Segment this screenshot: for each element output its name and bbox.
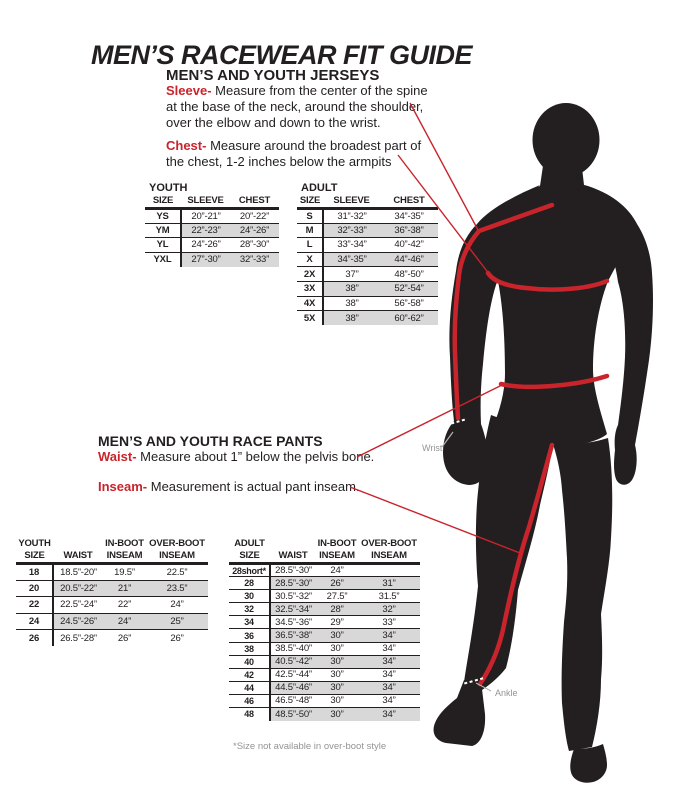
value-cell: 30.5”-32” [275, 590, 312, 602]
ankle-label: Ankle [495, 688, 518, 698]
value-cell: 30” [330, 695, 344, 707]
size-cell: 26 [16, 630, 53, 647]
value-cell: 27”-30” [181, 252, 230, 267]
value-cell: 33” [382, 616, 396, 628]
value-cell: 24” [170, 599, 184, 611]
size-cell: 42 [229, 668, 270, 681]
size-cell: 24 [16, 613, 53, 630]
value-cell: 56”-58” [394, 297, 424, 309]
value-cell: 27.5” [326, 590, 348, 602]
header-row [16, 550, 208, 564]
sleeve-text: Measure from the center of the spine at the base of the neck, around the shoulder, over the elbow and down to the wrist. [166, 83, 428, 130]
waist-text: Measure about 1” below the pelvis bone. [136, 449, 375, 464]
value-cell: 38” [323, 281, 380, 296]
value-cell: 38” [323, 311, 380, 326]
value-cell: 31.5” [378, 590, 400, 602]
header-cell: SLEEVE [333, 195, 370, 206]
size-cell: YXL [145, 252, 181, 267]
size-cell: 20 [16, 580, 53, 597]
value-cell: 18.5”-20” [60, 566, 97, 578]
header-cell: WAIST [63, 550, 93, 561]
header-cell [270, 538, 316, 550]
value-cell: 31” [358, 577, 420, 590]
value-cell: 30” [316, 708, 358, 721]
right-leg-shape [553, 438, 612, 751]
value-cell: 30” [330, 669, 344, 681]
sleeve-term: Sleeve- [166, 83, 212, 98]
value-cell: 42.5”-44” [275, 669, 312, 681]
value-cell: 34”-35” [323, 252, 380, 267]
size-cell: YL [145, 238, 181, 253]
value-cell: 24” [103, 613, 146, 630]
value-cell: 20”-21” [191, 210, 221, 222]
table-row [16, 630, 208, 647]
value-cell: 24.5”-26” [53, 613, 103, 630]
value-cell: 32”-33” [323, 223, 380, 238]
value-cell: 28.5”-30” [270, 577, 316, 590]
pants-footnote: *Size not available in over-boot style [233, 741, 387, 752]
size-cell: X [297, 252, 323, 267]
size-cell: 28 [229, 577, 270, 590]
value-cell: 38” [345, 297, 359, 309]
value-cell: 44”-46” [380, 252, 438, 267]
header-cell: IN-BOOT [105, 538, 144, 549]
size-cell: 46 [229, 694, 270, 707]
waist-term: Waist- [98, 449, 137, 464]
value-cell: 34” [358, 708, 420, 721]
value-cell: 34.5”-36” [275, 616, 312, 628]
value-cell: 60”-62” [380, 311, 438, 326]
chest-term: Chest- [166, 138, 207, 153]
value-cell: 26” [316, 577, 358, 590]
header-cell: INSEAM [159, 550, 195, 561]
table-row [16, 564, 208, 581]
header-row [145, 195, 279, 209]
value-cell: 26” [117, 632, 132, 644]
table-row [145, 252, 279, 267]
body-measurement-figure [330, 85, 686, 790]
value-cell: 30” [316, 681, 358, 694]
value-cell: 20.5”-22” [53, 580, 103, 597]
value-cell: 26.5”-28” [60, 632, 97, 644]
value-cell: 34”-35” [394, 210, 424, 222]
value-cell: 24” [330, 565, 344, 577]
header-cell: SIZE [239, 550, 260, 561]
value-cell: 40”-42” [394, 239, 424, 251]
value-cell: 34” [382, 669, 396, 681]
header-cell: ADULT [234, 538, 265, 549]
table-row [145, 223, 279, 238]
size-cell: 40 [229, 655, 270, 668]
value-cell: 29” [330, 616, 344, 628]
size-cell: M [297, 223, 323, 238]
value-cell: 22.5”-24” [60, 599, 97, 611]
value-cell: 20”-22” [239, 210, 270, 222]
value-cell: 34” [358, 655, 420, 668]
value-cell: 34” [382, 695, 396, 707]
value-cell: 40.5”-42” [270, 655, 316, 668]
header-cell: SLEEVE [187, 195, 224, 206]
inseam-term: Inseam- [98, 479, 148, 494]
table-row [16, 580, 208, 597]
header-cell: INSEAM [106, 550, 143, 561]
inseam-text: Measurement is actual pant inseam. [147, 479, 360, 494]
pants-heading: MEN’S AND YOUTH RACE PANTS [98, 432, 323, 449]
header-row [16, 538, 208, 550]
chest-text: Measure around the broadest part of the chest, 1-2 inches below the armpits [166, 138, 422, 169]
value-cell: 36”-38” [380, 223, 438, 238]
size-cell: 2X [297, 267, 323, 282]
size-cell: 44 [229, 681, 270, 694]
header-cell: YOUTH [18, 538, 51, 549]
header-cell: IN-BOOT [317, 538, 357, 549]
value-cell: 26” [170, 632, 184, 644]
value-cell: 30” [330, 643, 344, 655]
value-cell: 31”-32” [337, 210, 367, 222]
table-row [145, 209, 279, 224]
value-cell: 38.5”-40” [275, 643, 312, 655]
chest-leader-line [398, 155, 493, 279]
size-cell: 48 [229, 708, 270, 721]
sleeve-leader-line [410, 103, 478, 230]
header-cell [53, 538, 103, 550]
page-title: MEN’S RACEWEAR FIT GUIDE [91, 40, 473, 71]
youth-pants-table [16, 538, 208, 646]
header-cell: OVER-BOOT [361, 538, 417, 549]
size-cell: 28short* [229, 564, 270, 577]
value-cell: 28”-30” [239, 239, 270, 251]
value-cell: 22” [117, 599, 132, 611]
value-cell: 34” [382, 643, 396, 655]
value-cell: 33”-34” [337, 239, 367, 251]
adult-jersey-table-label: ADULT [301, 182, 338, 194]
header-cell: SIZE [152, 195, 174, 206]
wrist-label: Wrist [422, 443, 443, 453]
header-cell: SIZE [299, 195, 321, 206]
jerseys-heading: MEN’S AND YOUTH JERSEYS [166, 67, 380, 85]
value-cell: 32.5”-34” [270, 603, 316, 616]
value-cell: 30” [316, 629, 358, 642]
size-cell: L [297, 238, 323, 253]
header-cell: OVER-BOOT [149, 538, 205, 549]
size-cell: 3X [297, 281, 323, 296]
size-cell: YM [145, 223, 181, 238]
value-cell: 37” [345, 268, 359, 280]
header-cell: INSEAM [319, 550, 355, 561]
youth-jersey-table [145, 195, 279, 267]
header-cell: SIZE [24, 550, 45, 561]
value-cell: 48.5”-50” [270, 708, 316, 721]
table-row [16, 613, 208, 630]
header-cell: CHEST [238, 195, 271, 206]
value-cell: 19.5” [114, 566, 135, 578]
value-cell: 24”-26” [191, 239, 221, 251]
value-cell: 44.5”-46” [270, 681, 316, 694]
size-cell: 38 [229, 642, 270, 655]
value-cell: 25” [146, 613, 208, 630]
value-cell: 34” [358, 681, 420, 694]
size-cell: 18 [16, 564, 53, 581]
value-cell: 28” [316, 603, 358, 616]
right-boot-shape [570, 744, 607, 783]
value-cell: 22.5” [166, 566, 188, 578]
size-cell: 36 [229, 629, 270, 642]
value-cell: 21” [103, 580, 146, 597]
value-cell: 32”-33” [230, 252, 279, 267]
header-cell: WAIST [278, 550, 308, 561]
value-cell: 24”-26” [230, 223, 279, 238]
header-cell: INSEAM [371, 550, 407, 561]
value-cell: 22”-23” [181, 223, 230, 238]
value-cell: 32” [358, 603, 420, 616]
header-cell: CHEST [393, 195, 425, 206]
value-cell: 28.5”-30” [275, 565, 312, 577]
value-cell: 52”-54” [380, 281, 438, 296]
value-cell: 34” [358, 629, 420, 642]
size-cell: 32 [229, 603, 270, 616]
size-cell: 22 [16, 597, 53, 614]
size-cell: 5X [297, 311, 323, 326]
left-boot-shape [434, 680, 486, 746]
table-row [16, 597, 208, 614]
size-cell: 4X [297, 296, 323, 311]
table-row [145, 238, 279, 253]
value-cell: 30” [316, 655, 358, 668]
size-cell: YS [145, 209, 181, 224]
size-cell: 34 [229, 616, 270, 629]
size-cell: S [297, 209, 323, 224]
youth-jersey-table-label: YOUTH [149, 182, 188, 194]
value-cell: 48”-50” [394, 268, 424, 280]
value-cell: 46.5”-48” [275, 695, 312, 707]
size-cell: 30 [229, 590, 270, 603]
value-cell: 36.5”-38” [270, 629, 316, 642]
value-cell: 23.5” [146, 580, 208, 597]
